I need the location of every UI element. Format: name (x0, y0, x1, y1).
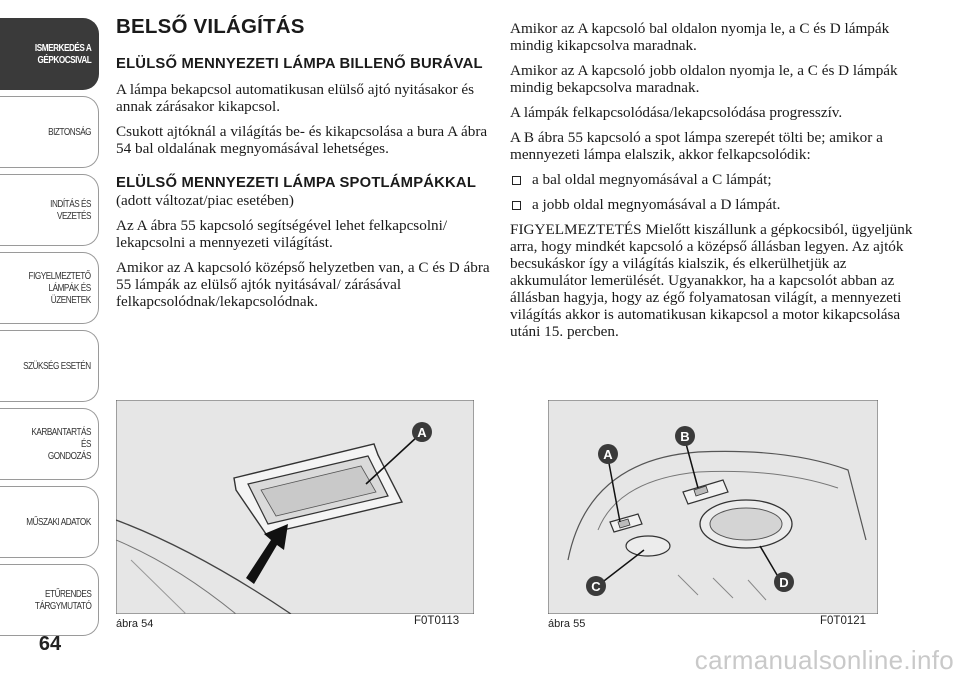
bullet-list (510, 171, 914, 213)
warning-paragraph: FIGYELMEZTETÉS Mielőtt kiszállunk a gépkocsiból, ügyeljünk arra, hogy mindkét kapcsoló a középső állásban legyen. Az ajtók becsukáskor így a világítás kialszik, és elkerülhetjük az akkumulátor lemerülését. Ugyanakkor, ha a kapcsolót abban az állásban hagyja, hogy az égő folyamatosan világít, a mennyezeti világítás akkor is automatikusan kikapcsol a motor kikapcsolása utáni 15. percben. (510, 221, 913, 340)
paragraph: Amikor az A kapcsoló középső helyzetben van, a C és D ábra 55 lámpák az elülső ajtók nyitásával/ zárásával felkapcsolódnak/lekapcsolódnak. (116, 259, 490, 310)
section-subtitle: (adott változat/piac esetében) (116, 192, 294, 209)
list-item-text: a jobb oldal megnyomásával a D lámpát. (532, 196, 781, 213)
checkbox-bullet-icon (512, 201, 521, 210)
watermark: carmanualsonline.info (694, 645, 954, 675)
figure-54-label-a: A (417, 425, 427, 440)
paragraph: Az A ábra 55 kapcsoló segítségével lehet felkapcsolni/ lekapcsolni a mennyezeti világítást. (116, 217, 448, 251)
list-item (510, 171, 914, 188)
tab-ismerkedes[interactable] (0, 18, 99, 90)
page-number: 64 (38, 633, 62, 655)
tab-label: ISMERKEDÉS A GÉPKOCSIVAL (34, 42, 91, 66)
figure-55-illustration (548, 400, 878, 614)
tab-targymutato[interactable] (0, 564, 99, 636)
paragraph: Amikor az A kapcsoló jobb oldalon nyomja le, a C és D lámpák mindig bekapcsolva maradnak. (510, 62, 898, 96)
tab-label: FIGYELMEZTETŐ LÁMPÁK ÉS ÜZENETEK (28, 270, 91, 306)
figure-55-caption: ábra 55 (548, 618, 586, 630)
tab-biztonsag[interactable] (0, 96, 99, 168)
paragraph: Amikor az A kapcsoló bal oldalon nyomja le, a C és D lámpák mindig kikapcsolva maradnak. (510, 20, 890, 54)
figure-54-illustration (116, 400, 474, 614)
tab-szukseg[interactable] (0, 330, 99, 402)
paragraph: A lámpa bekapcsol automatikusan elülső ajtó nyitásakor és annak zárásakor kikapcsol. (116, 81, 475, 115)
tab-label: BIZTONSÁG (48, 126, 91, 138)
paragraph: A lámpák felkapcsolódása/lekapcsolódása progresszív. (510, 104, 843, 121)
tab-label: INDÍTÁS ÉS VEZETÉS (50, 198, 91, 222)
section-heading-2: ELÜLSŐ MENNYEZETI LÁMPA SPOTLÁMPÁKKAL (116, 175, 477, 191)
page-title: BELSŐ VILÁGÍTÁS (116, 15, 305, 38)
paragraph: A B ábra 55 kapcsoló a spot lámpa szerepét tölti be; amikor a mennyezeti lámpa elalszik, akkor felkapcsolódik: (510, 129, 883, 163)
figure-54-code: F0T0113 (414, 615, 460, 627)
right-column (510, 20, 914, 348)
tab-inditas[interactable] (0, 174, 99, 246)
checkbox-bullet-icon (512, 176, 521, 185)
figure-55-label-a: A (603, 447, 613, 462)
figure-54-caption: ábra 54 (116, 618, 154, 630)
tab-karbantartas[interactable] (0, 408, 99, 480)
tab-label: ETŰRENDES TÁRGYMUTATÓ (34, 588, 91, 612)
left-column (116, 14, 498, 318)
tab-muszaki[interactable] (0, 486, 99, 558)
tab-figyelmezteto[interactable] (0, 252, 99, 324)
section-heading-1: ELÜLSŐ MENNYEZETI LÁMPA BILLENŐ BURÁVAL (116, 56, 483, 72)
tab-label: KARBANTARTÁS ÉS GONDOZÁS (31, 426, 91, 462)
figure-55-code: F0T0121 (820, 615, 867, 627)
figure-55-label-d: D (779, 575, 789, 590)
list-item (510, 196, 914, 213)
paragraph: Csukott ajtóknál a világítás be- és kikapcsolása a bura A ábra 54 bal oldalának megnyomásával lehetséges. (116, 123, 488, 157)
list-item-text: a bal oldal megnyomásával a C lámpát; (532, 171, 772, 188)
figure-55-label-b: B (680, 429, 690, 444)
tab-label: SZÜKSÉG ESETÉN (23, 360, 91, 372)
tab-label: MŰSZAKI ADATOK (26, 516, 91, 528)
figure-55-label-c: C (591, 579, 601, 594)
